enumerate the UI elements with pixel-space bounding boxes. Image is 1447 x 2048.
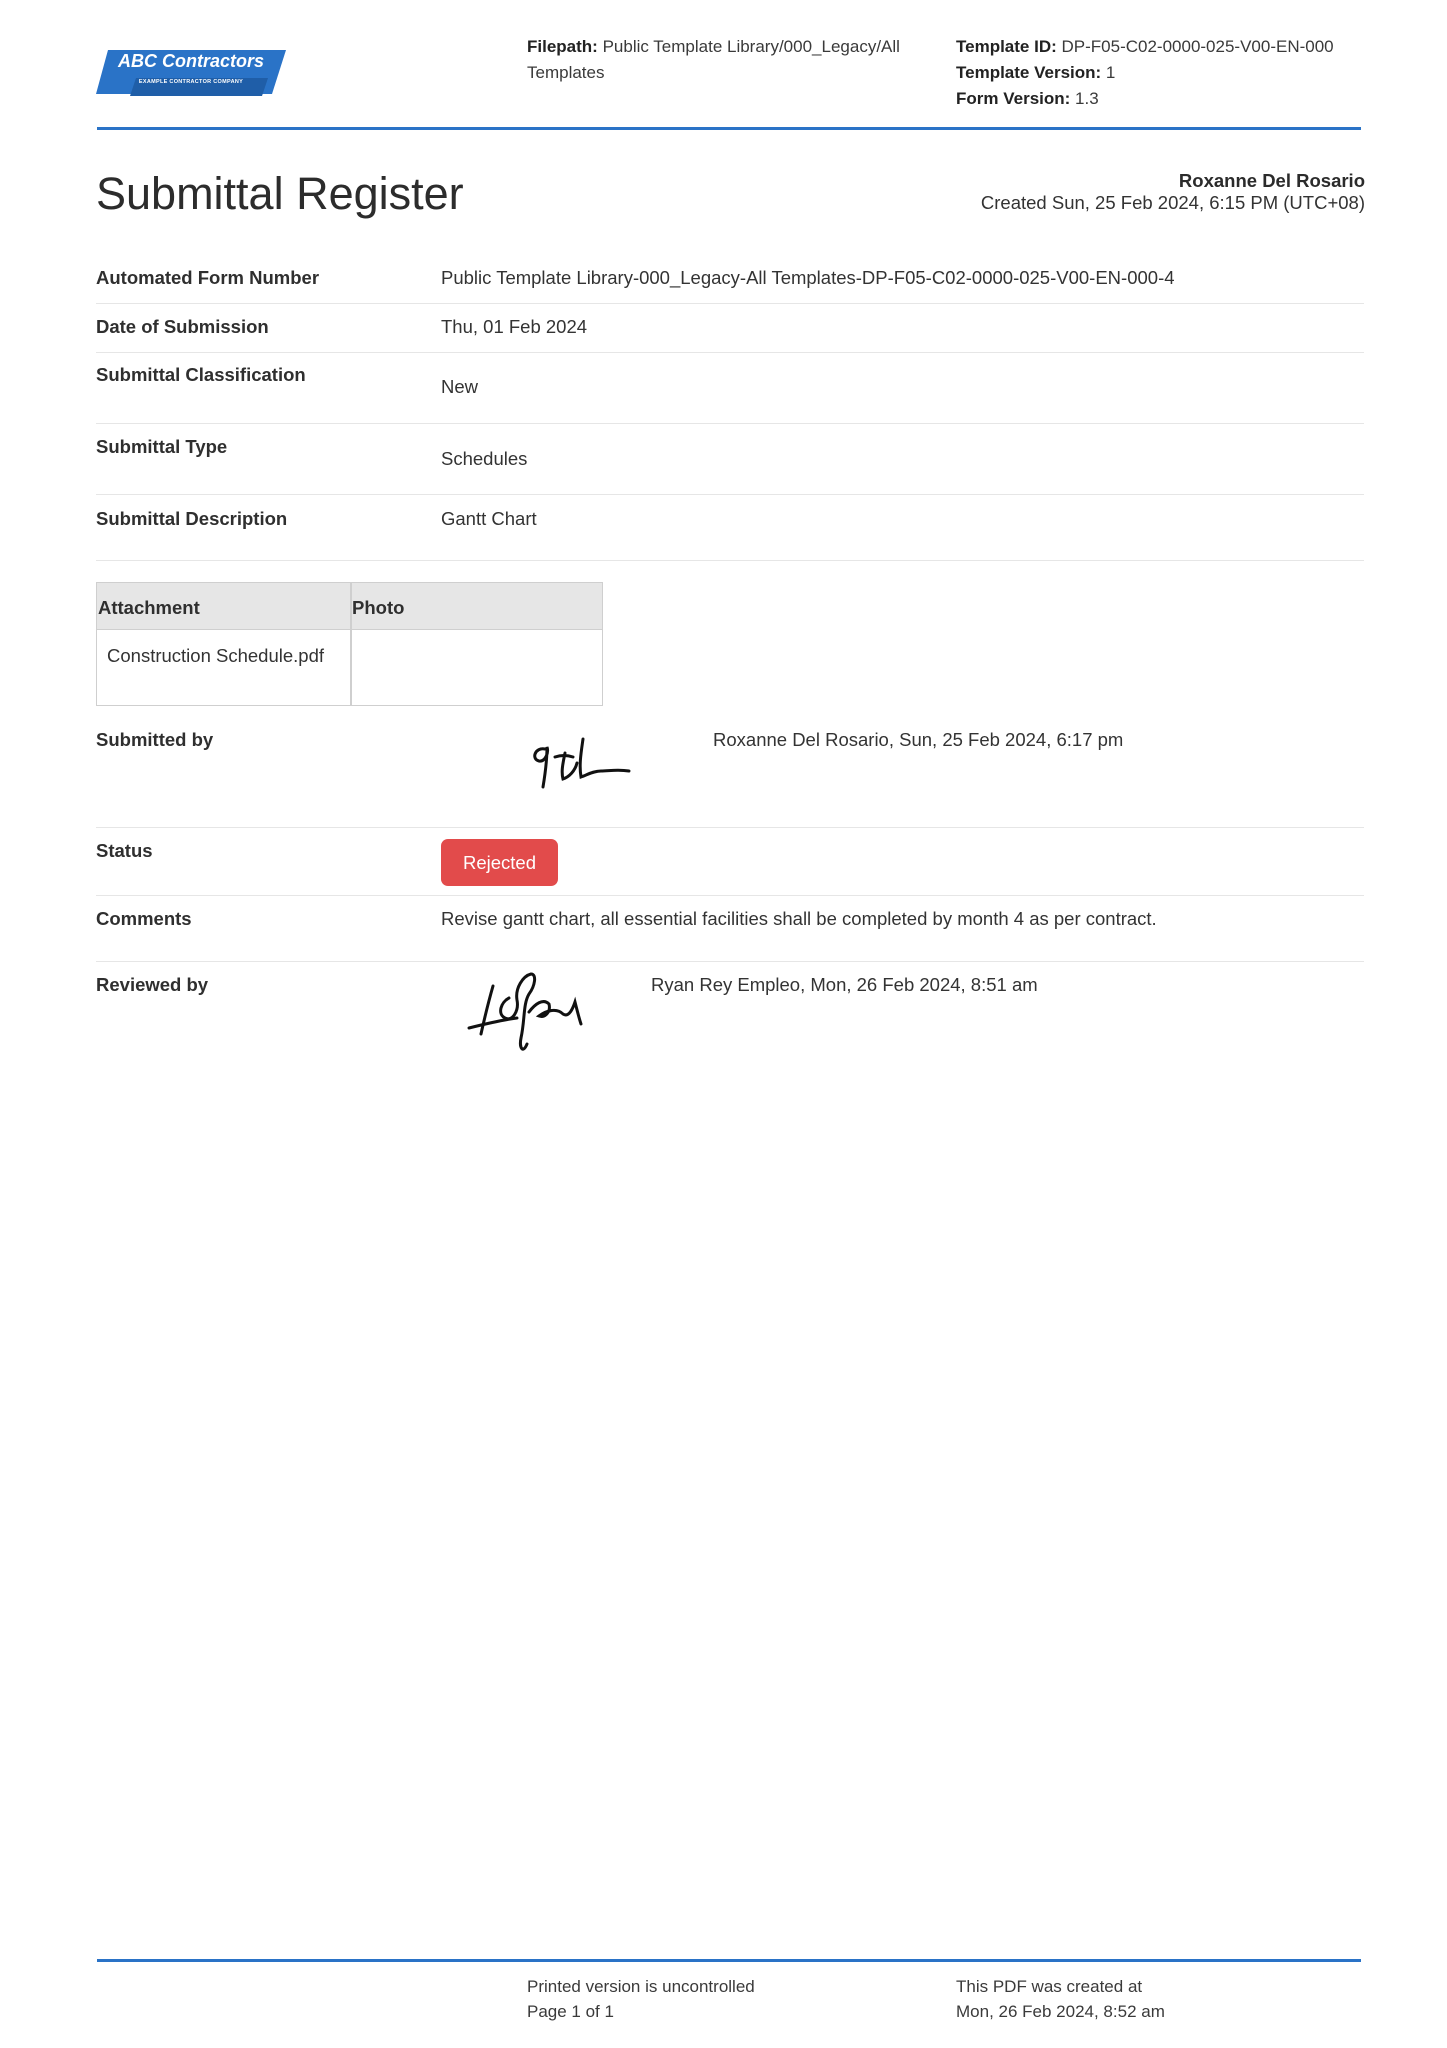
pdf-created-label: This PDF was created at — [956, 1977, 1143, 1996]
form-version-label: Form Version: — [956, 89, 1071, 108]
author-name: Roxanne Del Rosario — [1178, 170, 1365, 191]
comments-label: Comments — [96, 908, 192, 929]
row-divider — [96, 494, 1364, 495]
reviewed-by-value: Ryan Rey Empleo, Mon, 26 Feb 2024, 8:51 am — [651, 974, 1038, 995]
reviewer-signature-icon — [465, 968, 590, 1058]
row-divider — [96, 303, 1364, 304]
submitter-signature-icon — [525, 735, 640, 795]
submitted-by-value: Roxanne Del Rosario, Sun, 25 Feb 2024, 6:17 pm — [713, 729, 1124, 750]
attachment-table — [96, 582, 603, 706]
description-value: Gantt Chart — [441, 508, 537, 529]
attachment-file-link[interactable]: Construction Schedule.pdf — [107, 645, 324, 666]
reviewed-by-label: Reviewed by — [96, 974, 209, 995]
template-id-label: Template ID: — [956, 37, 1057, 56]
form-number-value: Public Template Library-000_Legacy-All Templates-DP-F05-C02-0000-025-V00-EN-000-4 — [441, 267, 1175, 288]
footer-created — [956, 1974, 1165, 2024]
row-divider — [96, 895, 1364, 896]
row-divider — [96, 352, 1364, 353]
filepath-value: Public Template Library/000_Legacy/All Templates — [527, 37, 900, 82]
pdf-created-date: Mon, 26 Feb 2024, 8:52 am — [956, 2002, 1165, 2021]
filepath-label: Filepath: — [527, 37, 598, 56]
template-id-value: DP-F05-C02-0000-025-V00-EN-000 — [1061, 37, 1334, 56]
company-logo — [96, 44, 286, 102]
type-value: Schedules — [441, 448, 528, 469]
comments-value: Revise gantt chart, all essential facilities shall be completed by month 4 as per contract. — [441, 908, 1157, 929]
row-divider — [96, 423, 1364, 424]
template-version-value: 1 — [1105, 63, 1116, 82]
logo-tagline: EXAMPLE CONTRACTOR COMPANY — [138, 79, 244, 85]
template-id — [956, 34, 1376, 60]
template-info — [956, 34, 1376, 112]
status-label: Status — [96, 840, 153, 861]
footer-print-notice — [527, 1974, 755, 2024]
template-version — [956, 60, 1376, 86]
form-version — [956, 86, 1376, 112]
status-badge: Rejected — [441, 839, 558, 886]
header-divider — [97, 127, 1361, 130]
footer-divider — [97, 1959, 1361, 1962]
classification-value: New — [441, 376, 479, 397]
classification-label: Submittal Classification — [96, 364, 306, 385]
photo-header: Photo — [352, 597, 405, 618]
date-value: Thu, 01 Feb 2024 — [441, 316, 588, 337]
row-divider — [96, 961, 1364, 962]
submitted-by-label: Submitted by — [96, 729, 214, 750]
date-label: Date of Submission — [96, 316, 269, 337]
form-number-label: Automated Form Number — [96, 267, 320, 288]
author-block — [981, 170, 1365, 214]
logo-name: ABC Contractors — [117, 51, 264, 71]
row-divider — [96, 560, 1364, 561]
filepath — [527, 34, 937, 86]
created-date: Created Sun, 25 Feb 2024, 6:15 PM (UTC+08) — [980, 192, 1365, 213]
template-version-label: Template Version: — [956, 63, 1102, 82]
row-divider — [96, 827, 1364, 828]
attachment-header: Attachment — [98, 597, 200, 618]
uncontrolled-notice: Printed version is uncontrolled — [527, 1977, 755, 1996]
form-version-value: 1.3 — [1075, 89, 1099, 108]
type-label: Submittal Type — [96, 436, 228, 457]
description-label: Submittal Description — [96, 508, 288, 529]
page-number: Page 1 of 1 — [527, 2002, 614, 2021]
page-title: Submittal Register — [96, 168, 464, 219]
